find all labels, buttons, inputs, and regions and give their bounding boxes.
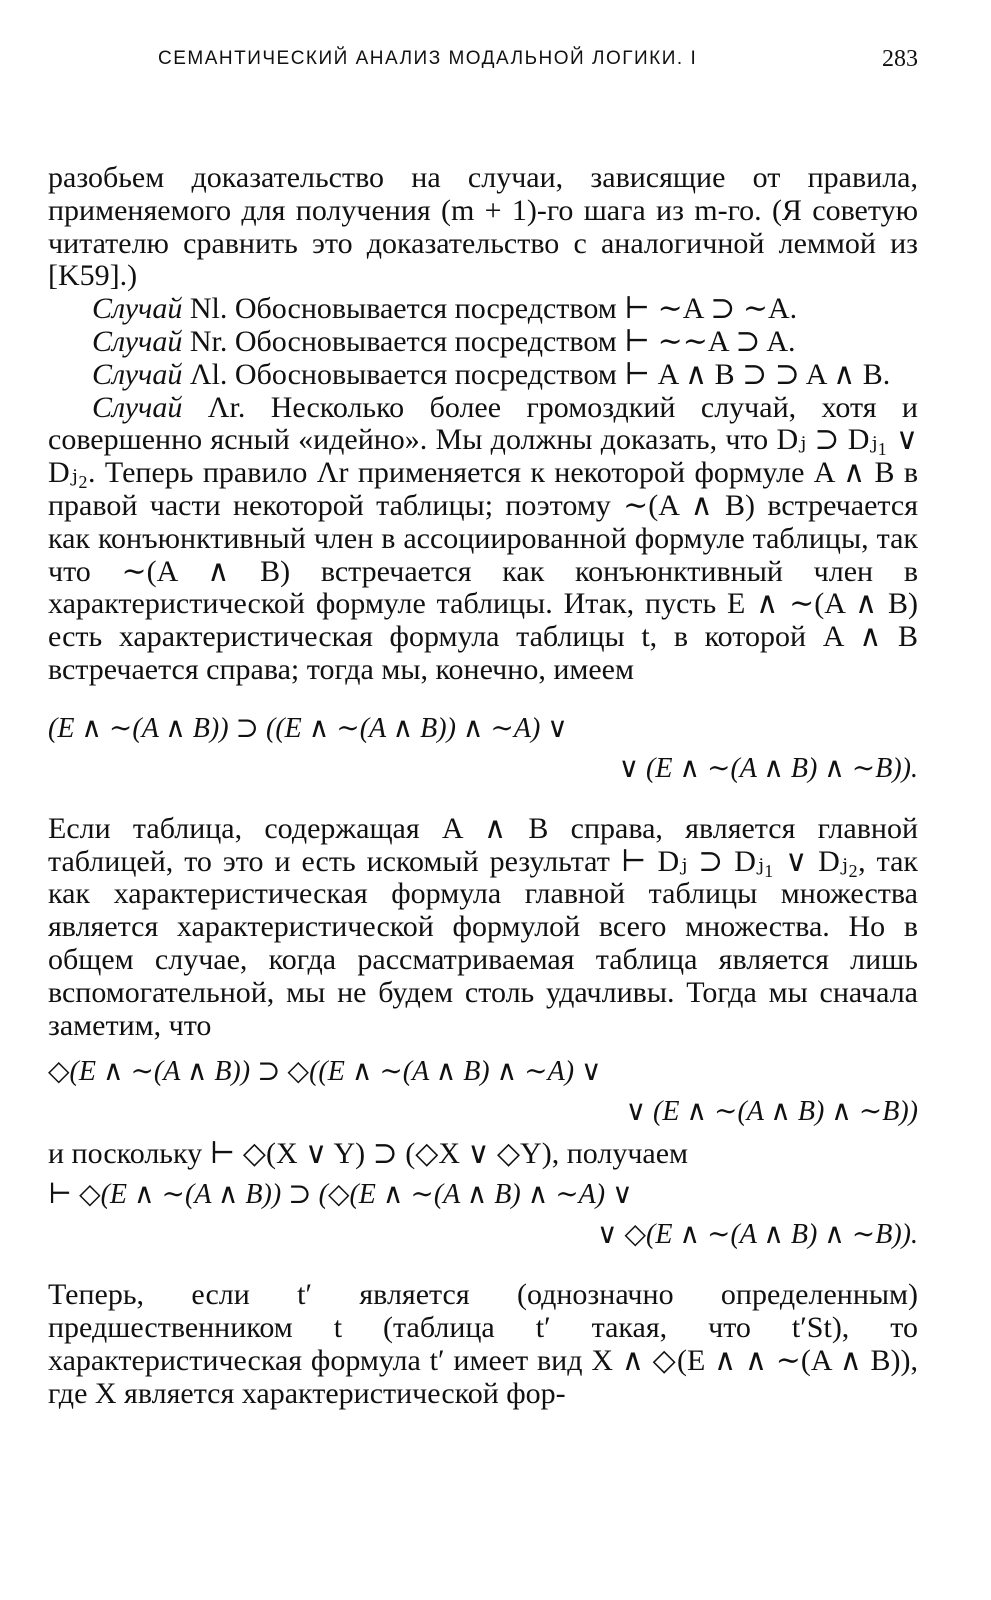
formula-3 [48, 1175, 918, 1255]
formula-2-line-2: ∨ (E ∧ ∼(A ∧ B) ∧ ∼B)) [625, 1096, 918, 1128]
book-page [48, 40, 918, 1410]
case-label: Случай [92, 292, 183, 326]
formula-1-line-2: ∨ (E ∧ ∼(A ∧ B) ∧ ∼B)). [618, 752, 918, 784]
case-text: Λl. Обосновывается посредством ⊢ A ∧ B ⊃ ⊃ A ∧ B. [189, 357, 891, 391]
running-head-title: СЕМАНТИЧЕСКИЙ АНАЛИЗ МОДАЛЬНОЙ ЛОГИКИ. I [158, 48, 698, 69]
case-label: Случай [92, 357, 183, 391]
intro-paragraph: разобьем доказательство на случаи, зависящие от правила, применяемого для получения (m + 1)-го шага из m-го. (Я советую читателю сравнить это доказательство с аналогичной леммой из [K59].) [48, 161, 918, 293]
formula-1 [48, 709, 918, 789]
formula-3-line-1: ⊢ ◇(E ∧ ∼(A ∧ B)) ⊃ (◇(E ∧ ∼(A ∧ B) ∧ ∼A) ∨ [48, 1179, 633, 1211]
case-text: Λr. Несколько более громоздкий случай, хотя и совершенно ясный «идейно». Мы должны доказать, что Dⱼ ⊃ Dⱼ₁ ∨ Dⱼ₂. Теперь правило Λr применяется к некоторой формуле A ∧ B в правой части некоторой таблицы; поэтому ∼(A ∧ B) встречается как конъюнктивный член в ассоциированной формуле таблицы, так что ∼(A ∧ B) встречается как конъюнктивный член в характеристической формуле таблицы. Итак, пусть E ∧ ∼(A ∧ B) есть характеристическая формула таблицы t, в которой A ∧ B встречается справа; тогда мы, конечно, имеем [48, 390, 918, 686]
formula-1-line-1: (E ∧ ∼(A ∧ B)) ⊃ ((E ∧ ∼(A ∧ B)) ∧ ∼A) ∨ [48, 712, 568, 744]
case-ar-paragraph [48, 392, 918, 687]
formula-2-line-1: ◇(E ∧ ∼(A ∧ B)) ⊃ ◇((E ∧ ∼(A ∧ B) ∧ ∼A) ∨ [48, 1056, 602, 1088]
running-head [48, 40, 918, 84]
page-number: 283 [882, 46, 918, 72]
formula-3-line-2: ∨ ◇(E ∧ ∼(A ∧ B) ∧ ∼B)). [597, 1219, 918, 1251]
main-table-paragraph: Если таблица, содержащая A ∧ B справа, является главной таблицей, то это и есть искомый результат ⊢ Dⱼ ⊃ Dⱼ₁ ∨ Dⱼ₂, так как характеристическая формула главной таблицы множества является характеристической формулой всего множества. Но в общем случае, когда рассматриваемая таблица является лишь вспомогательной, мы не будем столь удачливы. Тогда мы сначала заметим, что [48, 811, 919, 1042]
formula-2 [48, 1052, 918, 1132]
case-text: Nl. Обосновывается посредством ⊢ ∼A ⊃ ∼A. [189, 292, 798, 326]
case-al-paragraph [48, 359, 918, 392]
case-label: Случай [92, 324, 183, 358]
case-nr-paragraph [48, 326, 918, 359]
case-text: Nr. Обосновывается посредством ⊢ ∼∼A ⊃ A. [189, 324, 796, 358]
case-label: Случай [92, 390, 183, 424]
case-nl-paragraph [48, 293, 918, 326]
predecessor-paragraph: Теперь, если t′ является (однозначно определенным) предшественником t (таблица t′ такая, что t′St), то характеристическая формула t′ имеет вид X ∧ ◇(E ∧ ∧ ∼(A ∧ B)), где X является характеристической фор- [48, 1278, 918, 1410]
since-paragraph: и поскольку ⊢ ◇(X ∨ Y) ⊃ (◇X ∨ ◇Y), получаем [48, 1137, 689, 1171]
